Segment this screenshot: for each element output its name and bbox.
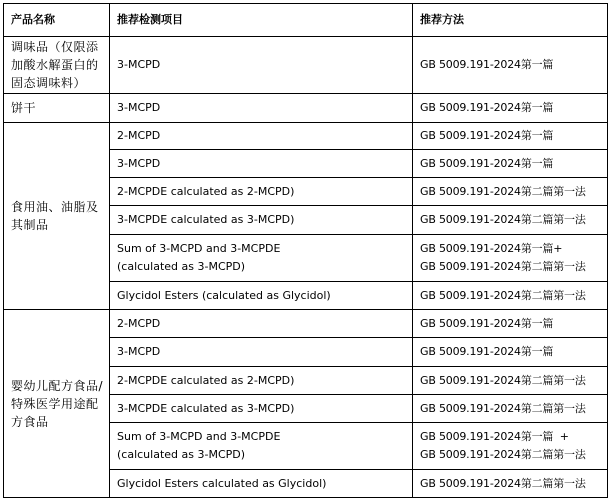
test-item-text: 3-MCPDE calculated as 3-MCPD) [117,213,295,226]
header-recommended-method: 推荐方法 [413,4,608,37]
method-text: GB 5009.191-2024第一篇 [420,345,554,358]
test-item-text: 2-MCPD [117,129,161,142]
method-text: GB 5009.191-2024第一篇 [420,101,554,114]
test-item-text: 2-MCPDE calculated as 2-MCPD) [117,373,295,387]
test-item-cell [110,37,413,94]
test-item-cell [110,94,413,123]
test-item-text: (calculated as 3-MCPD) [117,260,246,273]
product-name-cell: 饼干 [4,94,110,123]
method-cell [413,37,608,94]
method-cell [413,94,608,123]
method-text: GB 5009.191-2024第一篇 [420,129,554,142]
test-item-text: Sum of 3-MCPD and 3-MCPDE [117,242,281,255]
test-item-text: 2-MCPDE calculated as 2-MCPD) [117,184,295,198]
header-row [4,4,608,37]
method-text: GB 5009.191-2024第二篇第一法 [420,288,586,302]
method-text: GB 5009.191-2024第一篇 [420,156,554,170]
test-item-text: Glycidol Esters (calculated as Glycidol) [117,288,331,302]
method-cell [413,423,608,470]
test-item-cell [110,235,413,282]
test-item-cell [110,367,413,395]
method-cell [413,367,608,395]
method-cell [413,470,608,498]
method-text: GB 5009.191-2024第一篇 + [420,430,569,443]
table-row [4,123,608,150]
test-item-cell [110,338,413,367]
test-item-cell [110,150,413,178]
method-text: GB 5009.191-2024第二篇第一法 [420,401,586,415]
test-item-text: Sum of 3-MCPD and 3-MCPDE [117,430,281,443]
method-text: GB 5009.191-2024第二篇第一法 [420,213,586,226]
method-cell [413,310,608,338]
detection-methods-table [3,3,608,498]
test-item-cell [110,178,413,206]
table-row [4,94,608,123]
test-item-cell [110,310,413,338]
method-cell [413,338,608,367]
method-cell [413,178,608,206]
method-text: GB 5009.191-2024第二篇第一法 [420,373,586,387]
test-item-text: Glycidol Esters calculated as Glycidol) [117,476,327,490]
test-item-cell [110,123,413,150]
test-item-cell [110,206,413,235]
test-item-cell [110,282,413,310]
test-item-text: 3-MCPDE calculated as 3-MCPD) [117,401,295,415]
method-cell [413,150,608,178]
method-cell [413,395,608,423]
product-name-cell: 调味品（仅限添加酸水解蛋白的固态调味料） [4,37,110,94]
test-item-text: (calculated as 3-MCPD) [117,448,246,461]
test-item-text: 3-MCPD [117,156,161,170]
method-cell [413,282,608,310]
test-item-cell [110,423,413,470]
test-item-text: 3-MCPD [117,345,161,358]
header-product-name: 产品名称 [4,4,110,37]
method-text: GB 5009.191-2024第二篇第一法 [420,448,586,461]
table-row [4,37,608,94]
product-name-cell: 食用油、油脂及其制品 [4,123,110,310]
method-text: GB 5009.191-2024第一篇+ [420,242,563,255]
test-item-cell [110,470,413,498]
method-text: GB 5009.191-2024第一篇 [420,316,554,330]
header-recommended-item: 推荐检测项目 [110,4,413,37]
method-text: GB 5009.191-2024第二篇第一法 [420,476,586,490]
method-text: GB 5009.191-2024第一篇 [420,58,554,71]
table-row [4,310,608,338]
method-text: GB 5009.191-2024第二篇第一法 [420,260,586,273]
method-cell [413,235,608,282]
test-item-cell [110,395,413,423]
test-item-text: 3-MCPD [117,58,161,71]
method-text: GB 5009.191-2024第二篇第一法 [420,184,586,198]
method-cell [413,123,608,150]
test-item-text: 2-MCPD [117,316,161,330]
product-name-cell: 婴幼儿配方食品/特殊医学用途配方食品 [4,310,110,498]
test-item-text: 3-MCPD [117,101,161,114]
table-body [4,37,608,498]
method-cell [413,206,608,235]
